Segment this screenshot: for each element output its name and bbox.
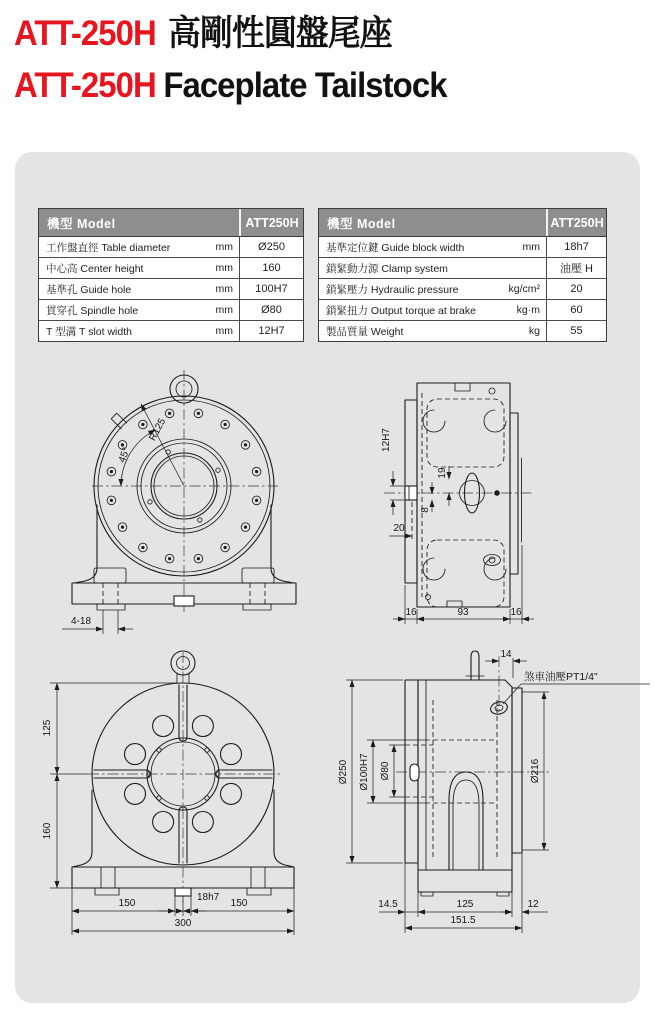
row-unit: kg·m: [516, 304, 540, 316]
row-label: 鎖緊動力源 Clamp system: [326, 262, 448, 275]
dim-dia216: Ø216: [530, 758, 541, 784]
guide-key-side: [410, 764, 419, 781]
table-header: [319, 209, 606, 237]
title-line-zh: [14, 16, 616, 51]
spec-table-right: [318, 208, 607, 342]
row-label: 工作盤直徑 Table diameter: [46, 241, 171, 254]
table-row: [39, 258, 303, 279]
dim-19: 19: [437, 467, 448, 479]
table-row: [319, 321, 606, 341]
dim-14: 14: [500, 649, 512, 660]
row-value: 55: [546, 321, 606, 341]
row-value: 18h7: [546, 237, 606, 257]
row-value: 20: [546, 279, 606, 299]
dim-150-left: 150: [118, 898, 136, 909]
row-unit: mm: [522, 241, 540, 253]
product-name-zh: 高剛性圓盤尾座: [168, 14, 392, 53]
table-row: [319, 279, 606, 300]
title-line-en: [14, 68, 616, 103]
dim-16-left: 16: [405, 607, 417, 618]
dim-150-right: 150: [230, 898, 248, 909]
guide-key-block: [405, 486, 417, 500]
model-header-label: 機型 Model: [47, 216, 116, 231]
base-holes-dim: 4-18: [70, 616, 92, 627]
key-width-dim: 12H7: [381, 428, 392, 452]
table-row: [319, 300, 606, 321]
table-row: [319, 258, 606, 279]
top-view-drawing: [378, 365, 640, 640]
table-row: [319, 237, 606, 258]
flange-edge: [512, 688, 522, 853]
row-unit: mm: [215, 283, 233, 295]
row-value: 油壓 H: [546, 258, 606, 278]
dim-18h7: 18h7: [197, 892, 220, 903]
dim-dia250: Ø250: [338, 759, 349, 785]
dim-12: 12: [527, 899, 539, 910]
base-key: [175, 888, 191, 896]
radius-dim: R125: [147, 416, 169, 443]
row-value: 100H7: [239, 279, 303, 299]
row-value: Ø250: [239, 237, 303, 257]
angle-dim: 45°: [116, 446, 133, 465]
row-unit: mm: [215, 325, 233, 337]
product-name-en: Faceplate Tailstock: [163, 66, 447, 105]
title-block: [14, 16, 654, 103]
front-view-drawing: [40, 365, 340, 640]
model-header-value: ATT250H: [239, 209, 303, 236]
dim-dia100h7: Ø100H7: [359, 753, 370, 791]
row-value: 60: [546, 300, 606, 320]
dim-125: 125: [42, 719, 53, 737]
table-row: [39, 300, 303, 321]
brake-port-top: [484, 555, 501, 566]
dim-151-5: 151.5: [450, 915, 476, 926]
table-row: [39, 321, 303, 341]
row-unit: mm: [215, 241, 233, 253]
model-code-red: ATT-250H: [14, 14, 156, 53]
brake-port-label: 煞車油壓PT1/4": [524, 671, 598, 683]
model-code-red: ATT-250H: [14, 66, 156, 105]
row-value: 160: [239, 258, 303, 278]
dim-8: 8: [420, 507, 431, 513]
dim-160: 160: [42, 822, 53, 840]
dim-dia80: Ø80: [380, 761, 391, 781]
row-unit: mm: [215, 304, 233, 316]
table-header: [39, 209, 303, 237]
row-label: 鎖緊壓力 Hydraulic pressure: [326, 283, 459, 296]
row-unit: kg/cm²: [508, 283, 540, 295]
row-label: 製品質量 Weight: [326, 325, 404, 338]
dim-14-5: 14.5: [378, 899, 398, 910]
dim-20: 20: [393, 523, 405, 534]
spec-table-left: [38, 208, 304, 342]
row-label: 中心高 Center height: [46, 262, 144, 275]
row-label: 鎖緊扭力 Output torque at brake: [326, 304, 476, 317]
table-row: [39, 279, 303, 300]
row-label: 基準定位鍵 Guide block width: [326, 241, 465, 254]
front-view-dimensioned-drawing: [22, 648, 347, 948]
dim-125b: 125: [456, 899, 474, 910]
row-unit: mm: [215, 262, 233, 274]
row-unit: kg: [528, 325, 540, 337]
model-header-label: 機型 Model: [327, 216, 396, 231]
row-label: T 型溝 T slot width: [46, 325, 132, 338]
dim-93: 93: [457, 607, 469, 618]
table-row: [39, 237, 303, 258]
model-header-value: ATT250H: [546, 209, 606, 236]
row-label: 基準孔 Guide hole: [46, 283, 132, 296]
brake-port: [489, 700, 509, 716]
dim-16-right: 16: [510, 607, 522, 618]
row-value: Ø80: [239, 300, 303, 320]
row-value: 12H7: [239, 321, 303, 341]
row-label: 貫穿孔 Spindle hole: [46, 304, 139, 317]
dim-300: 300: [174, 918, 192, 929]
side-view-drawing: [335, 645, 655, 948]
